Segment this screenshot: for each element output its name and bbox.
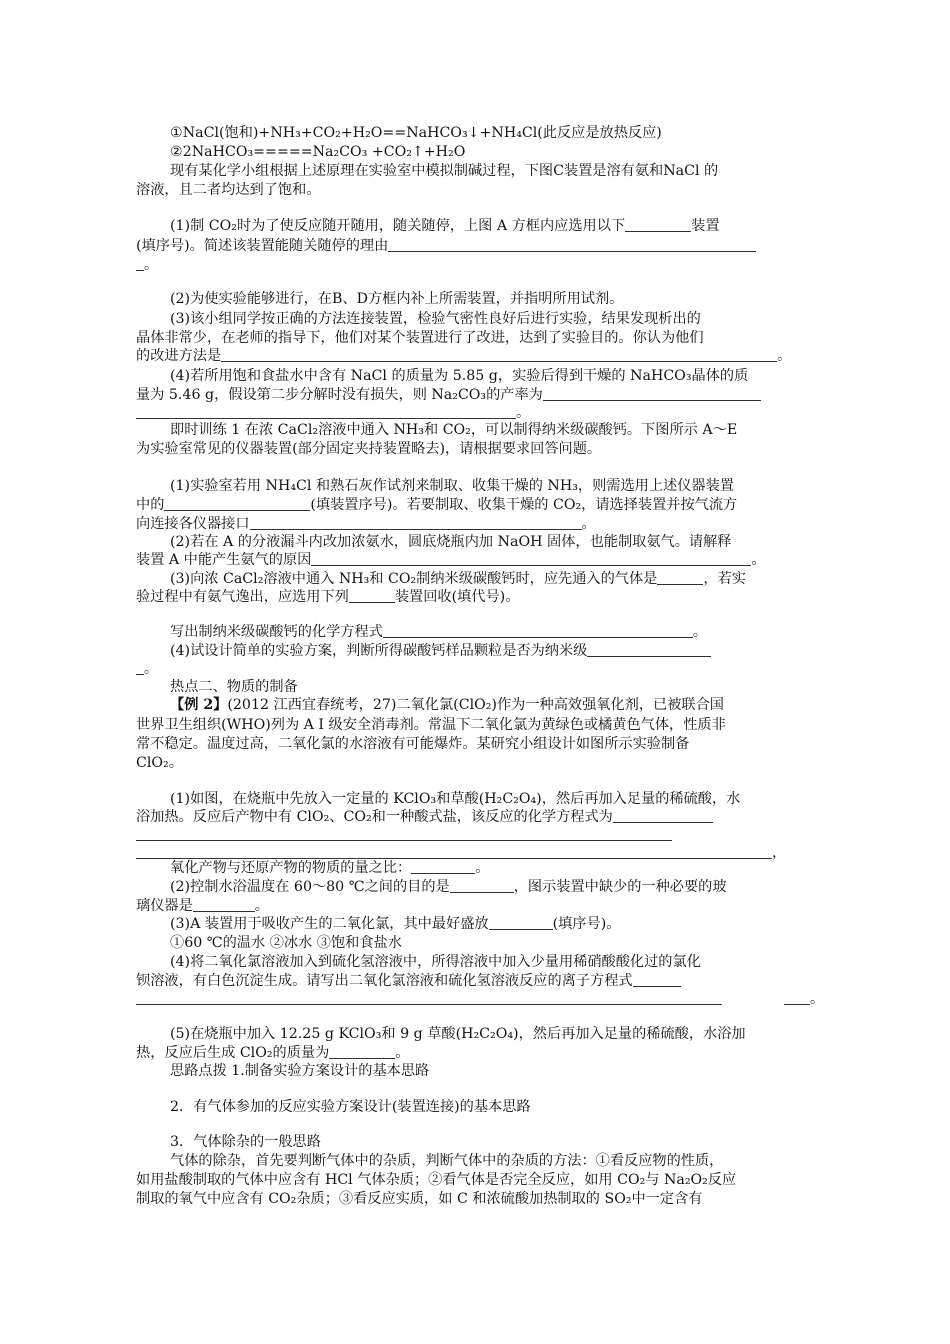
answer-blank[interactable] (489, 915, 553, 930)
answer-blank[interactable] (136, 844, 772, 859)
answer-blank[interactable] (633, 972, 681, 987)
question-line: (4)将二氧化氯溶液加入到硫化氢溶液中，所得溶液中加入少量用稀硝酸酸化过的氯化 (170, 954, 701, 970)
question-line: 向连接各仪器接口 。 (136, 516, 596, 532)
answer-blank[interactable] (250, 515, 582, 530)
answer-blank[interactable] (657, 570, 703, 585)
question-line: 。 (136, 403, 816, 423)
answer-blank[interactable] (221, 347, 777, 362)
question-line: (2)控制水浴温度在 60～80 ℃之间的目的是 ，图示装置中缺少的一种必要的玻 (170, 879, 727, 895)
question-line: 写出制纳米级碳酸钙的化学方程式 。 (170, 624, 708, 640)
answer-blank[interactable] (411, 859, 475, 874)
text-line: ClO₂。 (136, 755, 183, 771)
question-line: ， (136, 843, 816, 863)
answer-blank[interactable] (311, 551, 751, 566)
text-line: 制取的氧气中应含有 CO₂杂质；③看反应实质，如 C 和浓硫酸加热制取的 SO₂中一定含有 (136, 1191, 703, 1207)
question-line: 量为 5.46 g，假设第二步分解时没有损失，则 Na₂CO₃的产率为 (136, 385, 816, 405)
exercise-heading: 即时训练 1 在浓 CaCl₂溶液中通入 NH₃和 CO₂，可以制得纳米级碳酸钙。下图所示 A～E (170, 422, 738, 438)
equation-1: ①NaCl(饱和)+NH₃+CO₂+H₂O==NaHCO₃↓+NH₄Cl(此反应是放热反应) (170, 125, 662, 141)
question-line: 氧化产物与还原产物的物质的量之比： 。 (170, 860, 490, 876)
example-heading: 【例 2】(2012 江西宜春统考，27)二氧化氯(ClO₂)作为一种高效强氧化剂，已被联合国 (170, 697, 724, 713)
answer-blank[interactable] (450, 878, 514, 893)
question-line: (3)向浓 CaCl₂溶液中通入 NH₃和 CO₂制纳米级碳酸钙时，应先通入的气体是 ，若实 (170, 571, 746, 587)
question-line: 。 (136, 255, 816, 275)
question-line: (3)该小组同学按正确的方法连接装置，检验气密性良好后进行实验，结果发现析出的 (170, 311, 701, 327)
answer-blank[interactable] (193, 897, 255, 912)
answer-blank[interactable] (383, 623, 693, 638)
question-line: (4)若所用饱和食盐水中含有 NaCl 的质量为 5.85 g，实验后得到干燥的 NaHCO₃晶体的质 (170, 368, 749, 384)
answer-blank[interactable] (136, 826, 672, 841)
answer-blank[interactable] (136, 660, 144, 675)
question-line: 。 (136, 989, 816, 1009)
question-line: 验过程中有氨气逸出，应选用下列 装置回收(填代号)。 (136, 589, 520, 605)
text-line: 气体的除杂，首先要判断气体中的杂质，判断气体中的杂质的方法：①看反应物的性质， (170, 1153, 724, 1169)
question-line: 热，反应后生成 ClO₂的质量为 。 (136, 1045, 410, 1061)
section-heading: 热点二、物质的制备 (170, 679, 298, 695)
question-line: 装置 A 中能产生氨气的原因 。 (136, 552, 766, 568)
question-line: 中的 (填装置序号)。若要制取、收集干燥的 CO₂，请选择装置并按气流方 (136, 497, 738, 513)
question-line: 浴加热。反应后产物中有 ClO₂、CO₂和一种酸式盐，该反应的化学方程式为 (136, 807, 816, 827)
answer-blank[interactable] (543, 386, 761, 401)
question-line: (1)如图，在烧瓶中先放入一定量的 KClO₃和草酸(H₂C₂O₄)，然后再加入足量的稀硫酸，水 (170, 791, 741, 807)
text-line: 常不稳定。温度过高，二氧化氯的水溶液有可能爆炸。某研究小组设计如图所示实验制备 (136, 736, 690, 752)
question-line: 的改进方法是 。 (136, 348, 792, 364)
text-line: 如用盐酸制取的气体中应含有 HCl 气体杂质；②看气体是否完全反应，如用 CO₂与 Na₂O₂反应 (136, 1172, 737, 1188)
question-line: (5)在烧瓶中加入 12.25 g KClO₃和 9 g 草酸(H₂C₂O₄)，然后再加入足量的稀硫酸，水浴加 (170, 1026, 746, 1042)
answer-blank[interactable] (136, 990, 722, 1005)
question-line: 钡溶液，有白色沉淀生成。请写出二氧化氯溶液和硫化氢溶液反应的离子方程式 (136, 971, 816, 991)
text-line: 世界卫生组织(WHO)列为 A Ⅰ 级安全消毒剂。常温下二氧化氯为黄绿色或橘黄色气体，性质非 (136, 717, 726, 733)
answer-blank[interactable] (164, 496, 310, 511)
tip-item: 2．有气体参加的反应实验方案设计(装置连接)的基本思路 (170, 1099, 531, 1115)
question-line: (填序号)。简述该装置能随关随停的理由 (136, 236, 816, 256)
tip-item: 3．气体除杂的一般思路 (170, 1134, 321, 1150)
question-line (136, 825, 816, 845)
text-line: 溶液，且二者均达到了饱和。 (136, 182, 321, 198)
answer-blank[interactable] (329, 1044, 395, 1059)
question-line: 。 (136, 659, 816, 679)
question-line: (2)为使实验能够进行，在B、D方框内补上所需装置，并指明所用试剂。 (170, 291, 624, 307)
question-line: 璃仪器是 。 (136, 898, 269, 914)
answer-blank[interactable] (388, 237, 756, 252)
answer-blank[interactable] (784, 990, 810, 1005)
options-line: ①60 ℃的温水 ②冰水 ③饱和食盐水 (170, 935, 402, 951)
equation-2: ②2NaHCO₃=====Na₂CO₃ +CO₂↑+H₂O (170, 144, 466, 160)
text-line: 现有某化学小组根据上述原理在实验室中模拟制碱过程，下图C装置是溶有氨和NaCl 的 (170, 163, 719, 179)
question-line: (3)A 装置用于吸收产生的二氧化氯，其中最好盛放 (填序号)。 (170, 916, 621, 932)
question-line: (1)制 CO₂时为了使反应随开随用，随关随停，上图 A 方框内应选用以下 装置 (170, 218, 720, 234)
tip-heading: 思路点拨 1.制备实验方案设计的基本思路 (170, 1063, 430, 1079)
answer-blank[interactable] (625, 217, 691, 232)
answer-blank[interactable] (136, 256, 144, 271)
answer-blank[interactable] (349, 588, 395, 603)
text-line: 晶体非常少，在老师的指导下，他们对某个装置进行了改进，达到了实验目的。你认为他们 (136, 330, 704, 346)
answer-blank[interactable] (136, 404, 516, 419)
text-line: 为实验室常见的仪器装置(部分固定夹持装置略去)，请根据要求回答问题。 (136, 441, 602, 457)
question-line: (1)实验室若用 NH₄Cl 和熟石灰作试剂来制取、收集干燥的 NH₃，则需选用上述仪器装置 (170, 478, 734, 494)
answer-blank[interactable] (587, 642, 711, 657)
question-line: (4)试设计简单的实验方案，判断所得碳酸钙样品颗粒是否为纳米级 (170, 641, 816, 661)
question-line: (2)若在 A 的分液漏斗内改加浓氨水，圆底烧瓶内加 NaOH 固体，也能制取氨气。请解释 (170, 534, 732, 550)
answer-blank[interactable] (613, 808, 713, 823)
